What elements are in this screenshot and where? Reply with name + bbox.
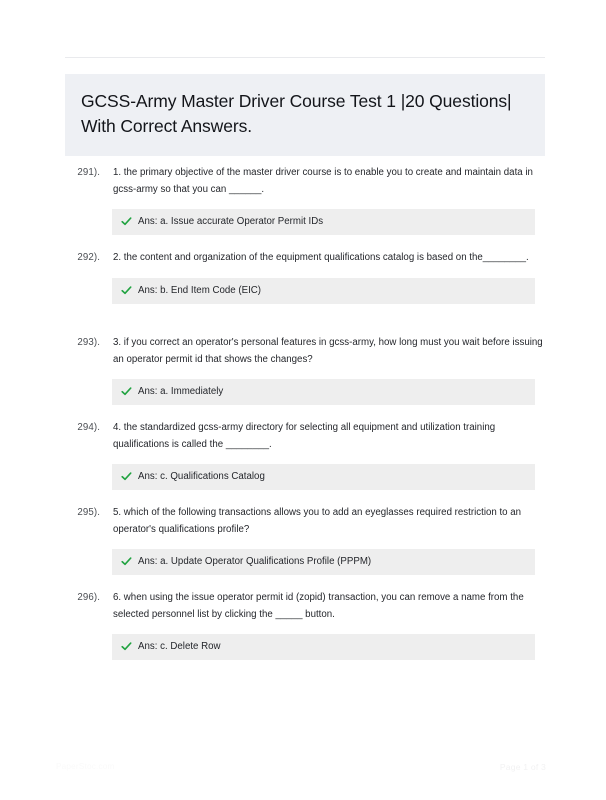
answer-bar [112,464,535,490]
question-block [0,500,606,585]
question-text: 2. the content and organization of the equipment qualifications catalog is based on the________. [113,252,529,263]
check-icon [121,556,132,567]
question-block [0,415,606,500]
question-text: 4. the standardized gcss-army directory for selecting all equipment and utilization training qualifications is called the ________. [113,422,496,450]
question-number: 292). [77,252,100,263]
question-body [113,160,546,235]
page-number: Page 1 of 3 [499,762,546,772]
answer-text: Ans: a. Issue accurate Operator Permit IDs [138,216,324,228]
question-text: 5. which of the following transactions allows you to add an eyeglasses required restriction to an operator's qualifications profile? [113,507,522,535]
check-icon [121,386,132,397]
question-number: 291). [77,167,100,178]
check-icon [121,216,132,227]
page-footer [0,754,606,800]
answer-bar [112,379,535,405]
question-number: 296). [77,592,100,603]
question-block [0,160,606,245]
check-icon [121,641,132,652]
header-divider [65,57,545,58]
answer-bar [112,278,535,304]
document-title-banner [65,74,545,156]
question-list [0,160,606,670]
answer-text: Ans: c. Delete Row [138,641,221,653]
question-body [113,415,546,490]
site-watermark: PaperStoc.com [56,762,115,771]
question-number: 294). [77,422,100,433]
check-icon [121,285,132,296]
question-number: 295). [77,507,100,518]
answer-bar [112,634,535,660]
question-body [113,330,546,405]
answer-text: Ans: a. Immediately [138,386,224,398]
question-block [0,245,606,330]
question-body [113,585,546,660]
question-body [113,500,546,575]
question-number: 293). [77,337,100,348]
question-text: 3. if you correct an operator's personal features in gcss-army, how long must you wait before issuing an operator permit id that shows the changes? [113,337,543,365]
answer-text: Ans: b. End Item Code (EIC) [138,284,262,296]
answer-text: Ans: a. Update Operator Qualifications Profile (PPPM) [138,556,372,568]
answer-bar [112,209,535,235]
answer-bar [112,549,535,575]
question-block [0,330,606,415]
question-block [0,585,606,670]
answer-text: Ans: c. Qualifications Catalog [138,471,265,483]
page-title: GCSS-Army Master Driver Course Test 1 |20 Questions| With Correct Answers. [81,91,512,136]
question-text: 6. when using the issue operator permit id (zopid) transaction, you can remove a name from the selected personnel list by clicking the _____ button. [113,592,524,620]
check-icon [121,471,132,482]
question-body [113,245,546,304]
question-text: 1. the primary objective of the master driver course is to enable you to create and maintain data in gcss-army so that you can ______. [113,167,533,195]
